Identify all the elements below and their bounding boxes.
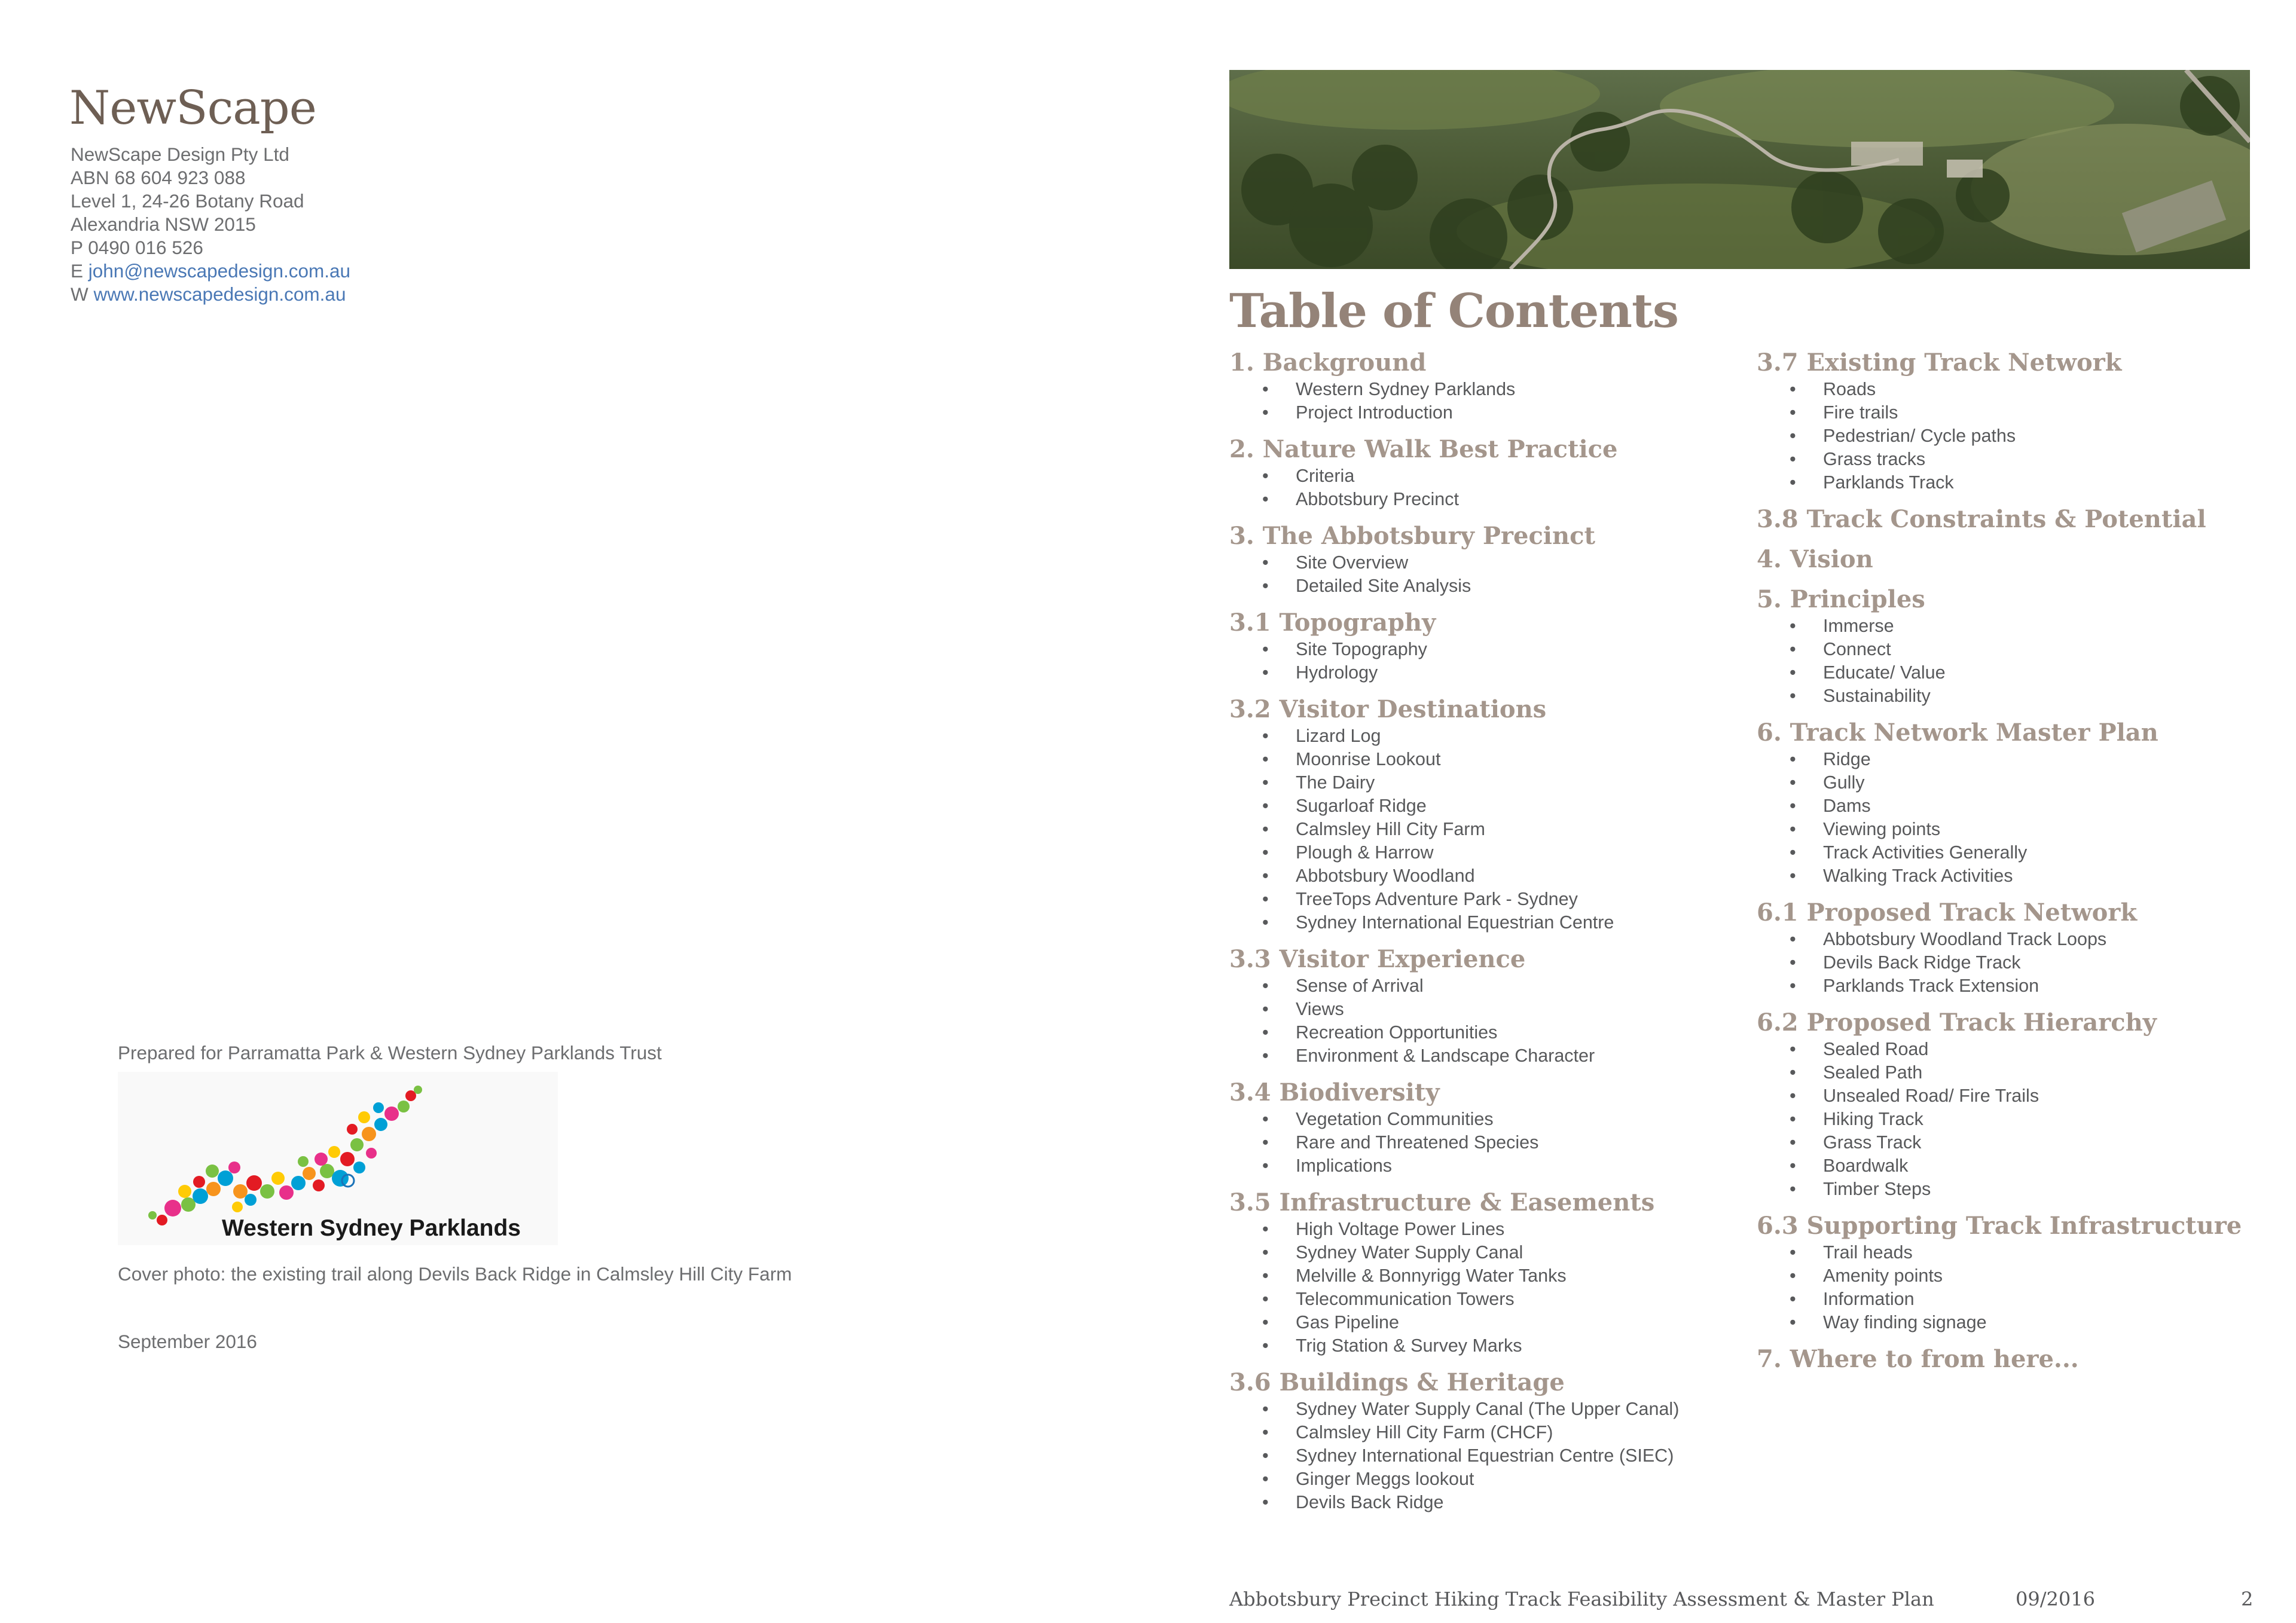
- toc-item[interactable]: • Ginger Meggs lookout: [1229, 1468, 1744, 1491]
- toc-item[interactable]: • Walking Track Activities: [1757, 864, 2271, 888]
- toc-item-list: [1757, 615, 2271, 708]
- page-number: 2: [2241, 1588, 2254, 1610]
- toc-section: [1229, 435, 1744, 511]
- toc-item[interactable]: • Telecommunication Towers: [1229, 1288, 1744, 1311]
- toc-section-title[interactable]: 3.4 Biodiversity: [1229, 1078, 1440, 1107]
- toc-item[interactable]: • Track Activities Generally: [1757, 841, 2271, 864]
- toc-item[interactable]: • Trig Station & Survey Marks: [1229, 1334, 1744, 1358]
- toc-item[interactable]: • Amenity points: [1757, 1264, 2271, 1288]
- toc-item[interactable]: • Sealed Path: [1757, 1061, 2271, 1084]
- western-sydney-parklands-logo: [118, 1072, 558, 1245]
- toc-item[interactable]: • Abbotsbury Woodland Track Loops: [1757, 928, 2271, 951]
- logo-wordmark: Western Sydney Parklands: [222, 1215, 521, 1241]
- toc-item[interactable]: • Trail heads: [1757, 1241, 2271, 1264]
- toc-section: [1229, 945, 1744, 1068]
- toc-section: [1757, 505, 2271, 534]
- toc-item[interactable]: • Sealed Road: [1757, 1038, 2271, 1061]
- toc-item[interactable]: • Parklands Track: [1757, 471, 2271, 494]
- toc-item[interactable]: • Information: [1757, 1288, 2271, 1311]
- toc-section-title[interactable]: 4. Vision: [1757, 545, 1873, 573]
- toc-item[interactable]: • Recreation Opportunities: [1229, 1021, 1744, 1044]
- toc-section-title[interactable]: 3.8 Track Constraints & Potential: [1757, 505, 2206, 533]
- toc-item-list: [1757, 928, 2271, 998]
- toc-item[interactable]: • Lizard Log: [1229, 725, 1744, 748]
- toc-item[interactable]: • Pedestrian/ Cycle paths: [1757, 424, 2271, 448]
- toc-section-title[interactable]: 3.1 Topography: [1229, 609, 1436, 637]
- toc-item[interactable]: • Educate/ Value: [1757, 661, 2271, 684]
- toc-item-list: [1757, 748, 2271, 888]
- toc-section-title[interactable]: 6.2 Proposed Track Hierarchy: [1757, 1008, 2157, 1037]
- toc-item[interactable]: • TreeTops Adventure Park - Sydney: [1229, 888, 1744, 911]
- toc-item[interactable]: • Timber Steps: [1757, 1178, 2271, 1201]
- toc-item-list: [1229, 1218, 1744, 1358]
- toc-item[interactable]: • Grass tracks: [1757, 448, 2271, 471]
- toc-item[interactable]: • Abbotsbury Woodland: [1229, 864, 1744, 888]
- toc-section: [1757, 585, 2271, 708]
- toc-item[interactable]: • Sustainability: [1757, 684, 2271, 708]
- toc-item-list: [1229, 1108, 1744, 1178]
- toc-item[interactable]: • Connect: [1757, 638, 2271, 661]
- toc-item-list: [1229, 974, 1744, 1068]
- toc-item[interactable]: • Abbotsbury Precinct: [1229, 488, 1744, 511]
- toc-item[interactable]: • Sydney International Equestrian Centre: [1229, 911, 1744, 934]
- toc-column-left: [1229, 348, 1744, 1524]
- toc-item[interactable]: • Vegetation Communities: [1229, 1108, 1744, 1131]
- cover-photo-caption: Cover photo: the existing trail along Devils Back Ridge in Calmsley Hill City Farm: [118, 1263, 792, 1285]
- toc-item-list: [1229, 378, 1744, 424]
- toc-item[interactable]: • Dams: [1757, 794, 2271, 818]
- toc-item[interactable]: • Grass Track: [1757, 1131, 2271, 1154]
- toc-item[interactable]: • Project Introduction: [1229, 401, 1744, 424]
- toc-item[interactable]: • Site Topography: [1229, 638, 1744, 661]
- toc-item[interactable]: • Moonrise Lookout: [1229, 748, 1744, 771]
- toc-section-title[interactable]: 3.7 Existing Track Network: [1757, 349, 2122, 377]
- toc-item[interactable]: • Hiking Track: [1757, 1108, 2271, 1131]
- toc-section: [1229, 695, 1744, 934]
- company-line: ABN 68 604 923 088: [71, 167, 246, 188]
- toc-section-title[interactable]: 3.3 Visitor Experience: [1229, 945, 1526, 973]
- email-prefix: E: [71, 260, 88, 282]
- toc-section-title[interactable]: 6.1 Proposed Track Network: [1757, 898, 2138, 927]
- toc-section: [1229, 1188, 1744, 1358]
- toc-item-list: [1229, 725, 1744, 934]
- toc-item[interactable]: • Detailed Site Analysis: [1229, 574, 1744, 598]
- company-details: [71, 143, 350, 306]
- toc-item[interactable]: • Devils Back Ridge Track: [1757, 951, 2271, 974]
- toc-item[interactable]: • The Dairy: [1229, 771, 1744, 794]
- toc-section: [1229, 608, 1744, 684]
- toc-item[interactable]: • Unsealed Road/ Fire Trails: [1757, 1084, 2271, 1108]
- toc-section-title[interactable]: 5. Principles: [1757, 585, 1925, 613]
- toc-item[interactable]: • Sydney International Equestrian Centre (SIEC): [1229, 1444, 1744, 1468]
- brand-logo-text: NewScape: [69, 81, 316, 135]
- toc-item[interactable]: • Criteria: [1229, 464, 1744, 488]
- toc-section: [1229, 1368, 1744, 1514]
- toc-item[interactable]: • Way finding signage: [1757, 1311, 2271, 1334]
- toc-item[interactable]: • Calmsley Hill City Farm: [1229, 818, 1744, 841]
- company-line: P 0490 016 526: [71, 237, 203, 258]
- toc-section-title[interactable]: 3. The Abbotsbury Precinct: [1229, 522, 1595, 550]
- toc-item[interactable]: • Sense of Arrival: [1229, 974, 1744, 998]
- toc-section-title[interactable]: 3.5 Infrastructure & Easements: [1229, 1188, 1655, 1217]
- email-line: [71, 259, 350, 283]
- company-line: Alexandria NSW 2015: [71, 213, 256, 235]
- website-prefix: W: [71, 283, 94, 305]
- toc-section-title[interactable]: 3.6 Buildings & Heritage: [1229, 1368, 1565, 1396]
- toc-item-list: [1757, 1241, 2271, 1334]
- toc-item[interactable]: • Sydney Water Supply Canal (The Upper Canal): [1229, 1398, 1744, 1421]
- toc-item-list: [1229, 638, 1744, 684]
- toc-section: [1229, 1078, 1744, 1178]
- publication-date: September 2016: [118, 1331, 257, 1352]
- toc-section-title[interactable]: 6.3 Supporting Track Infrastructure: [1757, 1212, 2242, 1240]
- toc-item[interactable]: • Devils Back Ridge: [1229, 1491, 1744, 1514]
- email-link[interactable]: john@newscapedesign.com.au: [88, 260, 351, 282]
- toc-item[interactable]: • Parklands Track Extension: [1757, 974, 2271, 998]
- toc-item[interactable]: • Implications: [1229, 1154, 1744, 1178]
- toc-item[interactable]: • Rare and Threatened Species: [1229, 1131, 1744, 1154]
- toc-item[interactable]: • Roads: [1757, 378, 2271, 401]
- toc-item[interactable]: • High Voltage Power Lines: [1229, 1218, 1744, 1241]
- toc-item[interactable]: • Viewing points: [1757, 818, 2271, 841]
- footer-date: 09/2016: [2016, 1588, 2095, 1610]
- toc-item-list: [1229, 1398, 1744, 1514]
- toc-item[interactable]: • Immerse: [1757, 615, 2271, 638]
- toc-item[interactable]: • Gas Pipeline: [1229, 1311, 1744, 1334]
- toc-title: Table of Contents: [1229, 284, 1678, 338]
- toc-item[interactable]: • Calmsley Hill City Farm (CHCF): [1229, 1421, 1744, 1444]
- toc-section-title[interactable]: 7. Where to from here...: [1757, 1345, 2079, 1373]
- toc-section-title[interactable]: 1. Background: [1229, 349, 1427, 377]
- toc-section: [1757, 1211, 2271, 1334]
- toc-section: [1229, 521, 1744, 598]
- toc-section-title[interactable]: 6. Track Network Master Plan: [1757, 719, 2158, 747]
- toc-section: [1229, 348, 1744, 424]
- company-line: NewScape Design Pty Ltd: [71, 143, 289, 165]
- toc-section: [1757, 1008, 2271, 1201]
- company-line: Level 1, 24-26 Botany Road: [71, 190, 304, 212]
- toc-item[interactable]: • Melville & Bonnyrigg Water Tanks: [1229, 1264, 1744, 1288]
- toc-item[interactable]: • Ridge: [1757, 748, 2271, 771]
- toc-item[interactable]: • Environment & Landscape Character: [1229, 1044, 1744, 1068]
- footer-document-title: Abbotsbury Precinct Hiking Track Feasibility Assessment & Master Plan: [1229, 1588, 1934, 1610]
- toc-section-title[interactable]: 3.2 Visitor Destinations: [1229, 695, 1547, 723]
- toc-section: [1757, 545, 2271, 574]
- toc-item-list: [1229, 464, 1744, 511]
- aerial-photo-graphic: [1229, 70, 2250, 269]
- toc-item-list: [1229, 551, 1744, 598]
- toc-section: [1757, 348, 2271, 494]
- toc-item[interactable]: • Hydrology: [1229, 661, 1744, 684]
- toc-item[interactable]: • Gully: [1757, 771, 2271, 794]
- website-link[interactable]: www.newscapedesign.com.au: [93, 283, 346, 305]
- toc-item[interactable]: • Plough & Harrow: [1229, 841, 1744, 864]
- toc-item-list: [1757, 378, 2271, 494]
- toc-item[interactable]: • Fire trails: [1757, 401, 2271, 424]
- aerial-photo: [1229, 70, 2250, 269]
- toc-item[interactable]: • Boardwalk: [1757, 1154, 2271, 1178]
- toc-section: [1757, 898, 2271, 998]
- toc-item[interactable]: • Site Overview: [1229, 551, 1744, 574]
- toc-item-list: [1757, 1038, 2271, 1201]
- toc-item[interactable]: • Views: [1229, 998, 1744, 1021]
- prepared-for-text: Prepared for Parramatta Park & Western Sydney Parklands Trust: [118, 1042, 662, 1063]
- toc-column-right: [1757, 348, 2271, 1384]
- toc-item[interactable]: • Western Sydney Parklands: [1229, 378, 1744, 401]
- toc-section: [1757, 718, 2271, 888]
- toc-section: [1757, 1344, 2271, 1374]
- toc-item[interactable]: • Sugarloaf Ridge: [1229, 794, 1744, 818]
- toc-section-title[interactable]: 2. Nature Walk Best Practice: [1229, 435, 1618, 463]
- website-line: [71, 283, 350, 306]
- toc-item[interactable]: • Sydney Water Supply Canal: [1229, 1241, 1744, 1264]
